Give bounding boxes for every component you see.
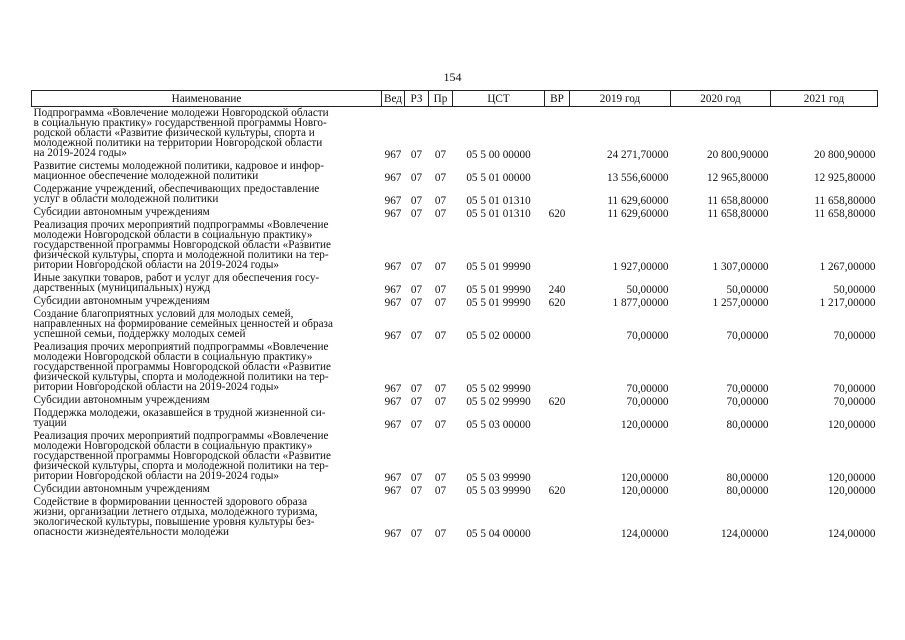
row-name	[32, 160, 382, 183]
cell-y2019: 50,00000	[626, 284, 669, 296]
row-name-line: жизни, организации летнего отдыха, молодежного туризма,	[33, 506, 318, 518]
cell-y2020: 11 658,80000	[707, 208, 769, 220]
cell-pr: 07	[434, 149, 447, 161]
cell-y2019: 124,00000	[620, 528, 669, 540]
cell-y2020: 70,00000	[726, 383, 769, 395]
cell-y2020: 11 658,80000	[707, 195, 769, 207]
cell-vr: 620	[548, 208, 566, 220]
row-name-line: Субсидии автономным учреждениям	[33, 295, 210, 307]
cell-vr	[545, 160, 570, 183]
cell-ved: 967	[384, 485, 402, 497]
row-name-line: физической культуры, спорта и молодежной политики на тер-	[33, 460, 329, 472]
cell-pr: 07	[434, 330, 447, 342]
cell-ved: 967	[384, 208, 402, 220]
cell-ved: 967	[384, 261, 402, 273]
cell-cst: 05 5 03 99990	[466, 472, 531, 484]
cell-vr: 620	[548, 485, 566, 497]
cell-vr	[545, 308, 570, 341]
cell-pr: 07	[434, 383, 447, 395]
cell-rz: 07	[410, 330, 423, 342]
cell-ved: 967	[384, 419, 402, 431]
row-name	[32, 341, 382, 394]
page-number: 154	[443, 70, 462, 84]
cell-y2021: 1 267,00000	[819, 261, 876, 273]
table-row	[32, 160, 878, 183]
cell-cst: 05 5 01 99990	[466, 284, 531, 296]
cell-y2020: 80,00000	[726, 419, 769, 431]
row-name-line: Создание благоприятных условий для молодых семей,	[33, 308, 294, 320]
row-name-line: физической культуры, спорта и молодежной политики на тер-	[33, 249, 329, 261]
cell-pr: 07	[434, 261, 447, 273]
cell-y2020: 80,00000	[726, 472, 769, 484]
cell-y2021: 120,00000	[827, 419, 876, 431]
table-row	[32, 272, 878, 295]
cell-y2019: 24 271,70000	[606, 149, 669, 161]
cell-y2021: 11 658,80000	[814, 195, 876, 207]
row-name-line: молодежи Новгородской области в социальную практику»	[33, 229, 313, 241]
cell-y2020: 124,00000	[720, 528, 769, 540]
cell-cst: 05 5 03 99990	[466, 485, 531, 497]
cell-vr: 620	[548, 297, 566, 309]
header-ved: Вед	[382, 91, 405, 107]
row-name-line: ритории Новгородской области на 2019-2024 годы»	[33, 259, 280, 271]
row-name-line: государственной программы Новгородской области «Развитие	[33, 361, 331, 373]
table-row	[32, 295, 878, 308]
row-name-line: Субсидии автономным учреждениям	[33, 206, 210, 218]
cell-y2021: 20 800,90000	[813, 149, 876, 161]
cell-y2019: 120,00000	[620, 419, 669, 431]
row-name-line: направленных на формирование семейных ценностей и образа	[33, 318, 333, 330]
cell-vr	[545, 496, 570, 539]
cell-cst: 05 5 02 99990	[466, 383, 531, 395]
cell-ved: 967	[384, 297, 402, 309]
row-name-line: молодежи Новгородской области в социальную практику»	[33, 351, 313, 363]
cell-cst: 05 5 02 00000	[466, 330, 531, 342]
table-row	[32, 496, 878, 539]
cell-vr	[545, 341, 570, 394]
row-name	[32, 107, 382, 161]
cell-y2019: 70,00000	[626, 396, 669, 408]
cell-y2020: 20 800,90000	[706, 149, 769, 161]
cell-y2020: 50,00000	[726, 284, 769, 296]
cell-y2021: 120,00000	[827, 472, 876, 484]
cell-cst: 05 5 01 01310	[466, 208, 531, 220]
cell-ved: 967	[384, 528, 402, 540]
cell-rz: 07	[410, 261, 423, 273]
cell-y2021: 124,00000	[827, 528, 876, 540]
row-name-line: мационное обеспечение молодежной политики	[33, 170, 259, 182]
cell-rz: 07	[410, 172, 423, 184]
cell-ved: 967	[384, 330, 402, 342]
row-name-line: успешной семьи, поддержку молодых семей	[33, 328, 246, 340]
cell-y2020: 70,00000	[726, 396, 769, 408]
row-name	[32, 496, 382, 539]
cell-ved: 967	[384, 284, 402, 296]
table-row	[32, 107, 878, 161]
row-name-line: государственной программы Новгородской области «Развитие	[33, 239, 331, 251]
cell-rz: 07	[410, 195, 423, 207]
cell-cst: 05 5 03 00000	[466, 419, 531, 431]
table-row	[32, 341, 878, 394]
row-name-line: Субсидии автономным учреждениям	[33, 483, 210, 495]
header-pr: Пр	[429, 91, 453, 107]
row-name-line: в социальную практику» государственной программы Новго-	[33, 117, 327, 129]
cell-vr	[545, 407, 570, 430]
row-name	[32, 394, 382, 407]
cell-rz: 07	[410, 383, 423, 395]
cell-rz: 07	[410, 208, 423, 220]
header-rz: РЗ	[405, 91, 429, 107]
cell-cst: 05 5 00 00000	[466, 149, 531, 161]
cell-pr: 07	[434, 195, 447, 207]
cell-cst: 05 5 01 99990	[466, 297, 531, 309]
cell-pr: 07	[434, 528, 447, 540]
cell-rz: 07	[410, 396, 423, 408]
row-name-line: молодежи Новгородской области в социальную практику»	[33, 440, 313, 452]
cell-vr: 620	[548, 396, 566, 408]
cell-y2021: 70,00000	[833, 396, 876, 408]
cell-rz: 07	[410, 472, 423, 484]
row-name-line: экологической культуры, повышение уровня культуры без-	[33, 516, 315, 528]
cell-y2020: 80,00000	[726, 485, 769, 497]
header-cst: ЦСТ	[453, 91, 545, 107]
row-name-line: государственной программы Новгородской области «Развитие	[33, 450, 331, 462]
row-name-line: туации	[33, 417, 67, 429]
row-name-line: ритории Новгородской области на 2019-2024 годы»	[33, 470, 280, 482]
cell-y2021: 70,00000	[833, 383, 876, 395]
cell-rz: 07	[410, 528, 423, 540]
cell-ved: 967	[384, 195, 402, 207]
row-name-line: Реализация прочих мероприятий подпрограммы «Вовлечение	[33, 430, 329, 442]
cell-ved: 967	[384, 172, 402, 184]
row-name-line: услуг в области молодежной политики	[33, 193, 219, 205]
cell-vr	[545, 107, 570, 161]
row-name-line: Иные закупки товаров, работ и услуг для обеспечения госу-	[33, 272, 320, 284]
row-name	[32, 430, 382, 483]
row-name-line: на 2019-2024 годы»	[33, 147, 127, 159]
row-name	[32, 407, 382, 430]
header-2019: 2019 год	[570, 91, 671, 107]
cell-pr: 07	[434, 396, 447, 408]
header-row	[32, 91, 878, 107]
cell-ved: 967	[384, 472, 402, 484]
cell-cst: 05 5 02 99990	[466, 396, 531, 408]
row-name-line: Содержание учреждений, обеспечивающих предоставление	[33, 183, 320, 195]
table-row	[32, 407, 878, 430]
cell-pr: 07	[434, 485, 447, 497]
table-row	[32, 483, 878, 496]
header-2021: 2021 год	[771, 91, 878, 107]
row-name-line: Содействие в формировании ценностей здорового образа	[33, 496, 308, 508]
table-row	[32, 430, 878, 483]
cell-vr	[545, 219, 570, 272]
header-name: Наименование	[32, 91, 382, 107]
cell-ved: 967	[384, 383, 402, 395]
cell-y2021: 120,00000	[827, 485, 876, 497]
table-row	[32, 308, 878, 341]
cell-y2019: 1 877,00000	[612, 297, 669, 309]
cell-cst: 05 5 01 00000	[466, 172, 531, 184]
row-name-line: опасности жизнедеятельности молодежи	[33, 526, 230, 538]
cell-y2021: 50,00000	[833, 284, 876, 296]
cell-y2021: 11 658,80000	[814, 208, 876, 220]
cell-y2019: 70,00000	[626, 330, 669, 342]
row-name-line: Субсидии автономным учреждениям	[33, 394, 210, 406]
row-name	[32, 308, 382, 341]
cell-rz: 07	[410, 419, 423, 431]
row-name-line: молодежной политики на территории Новгородской области	[33, 137, 323, 149]
cell-y2020: 1 257,00000	[712, 297, 769, 309]
table-body	[32, 107, 878, 540]
cell-y2021: 70,00000	[833, 330, 876, 342]
cell-y2020: 12 965,80000	[706, 172, 769, 184]
header-vr: ВР	[545, 91, 570, 107]
cell-ved: 967	[384, 149, 402, 161]
cell-pr: 07	[434, 284, 447, 296]
cell-y2019: 11 629,60000	[607, 208, 669, 220]
cell-pr: 07	[434, 297, 447, 309]
cell-y2019: 120,00000	[620, 472, 669, 484]
row-name-line: Поддержка молодежи, оказавшейся в трудной жизненной си-	[33, 407, 326, 419]
cell-y2020: 70,00000	[726, 330, 769, 342]
cell-y2019: 70,00000	[626, 383, 669, 395]
cell-cst: 05 5 04 00000	[466, 528, 531, 540]
row-name	[32, 483, 382, 496]
header-2020: 2020 год	[671, 91, 771, 107]
table-row	[32, 394, 878, 407]
row-name	[32, 272, 382, 295]
row-name-line: родской области «Развитие физической культуры, спорта и	[33, 127, 315, 139]
row-name	[32, 183, 382, 206]
row-name-line: Реализация прочих мероприятий подпрограммы «Вовлечение	[33, 219, 329, 231]
row-name	[32, 295, 382, 308]
cell-cst: 05 5 01 99990	[466, 261, 531, 273]
cell-y2021: 1 217,00000	[819, 297, 876, 309]
cell-y2021: 12 925,80000	[813, 172, 876, 184]
row-name-line: дарственных (муниципальных) нужд	[33, 282, 211, 294]
row-name	[32, 206, 382, 219]
cell-y2019: 11 629,60000	[607, 195, 669, 207]
cell-vr	[545, 430, 570, 483]
row-name-line: ритории Новгородской области на 2019-2024 годы»	[33, 381, 280, 393]
cell-y2019: 1 927,00000	[612, 261, 669, 273]
row-name-line: Реализация прочих мероприятий подпрограммы «Вовлечение	[33, 341, 329, 353]
budget-table	[31, 90, 878, 539]
cell-rz: 07	[410, 297, 423, 309]
cell-rz: 07	[410, 485, 423, 497]
cell-rz: 07	[410, 149, 423, 161]
row-name	[32, 219, 382, 272]
cell-vr	[545, 183, 570, 206]
cell-ved: 967	[384, 396, 402, 408]
cell-y2020: 1 307,00000	[712, 261, 769, 273]
cell-pr: 07	[434, 208, 447, 220]
cell-y2019: 120,00000	[620, 485, 669, 497]
cell-y2019: 13 556,60000	[606, 172, 669, 184]
cell-pr: 07	[434, 419, 447, 431]
cell-pr: 07	[434, 472, 447, 484]
row-name-line: физической культуры, спорта и молодежной политики на тер-	[33, 371, 329, 383]
table-row	[32, 183, 878, 206]
table-row	[32, 206, 878, 219]
row-name-line: Подпрограмма «Вовлечение молодежи Новгородской области	[33, 107, 329, 119]
cell-rz: 07	[410, 284, 423, 296]
cell-vr: 240	[548, 284, 566, 296]
row-name-line: Развитие системы молодежной политики, кадровое и инфор-	[33, 160, 324, 172]
cell-pr: 07	[434, 172, 447, 184]
table-row	[32, 219, 878, 272]
cell-cst: 05 5 01 01310	[466, 195, 531, 207]
